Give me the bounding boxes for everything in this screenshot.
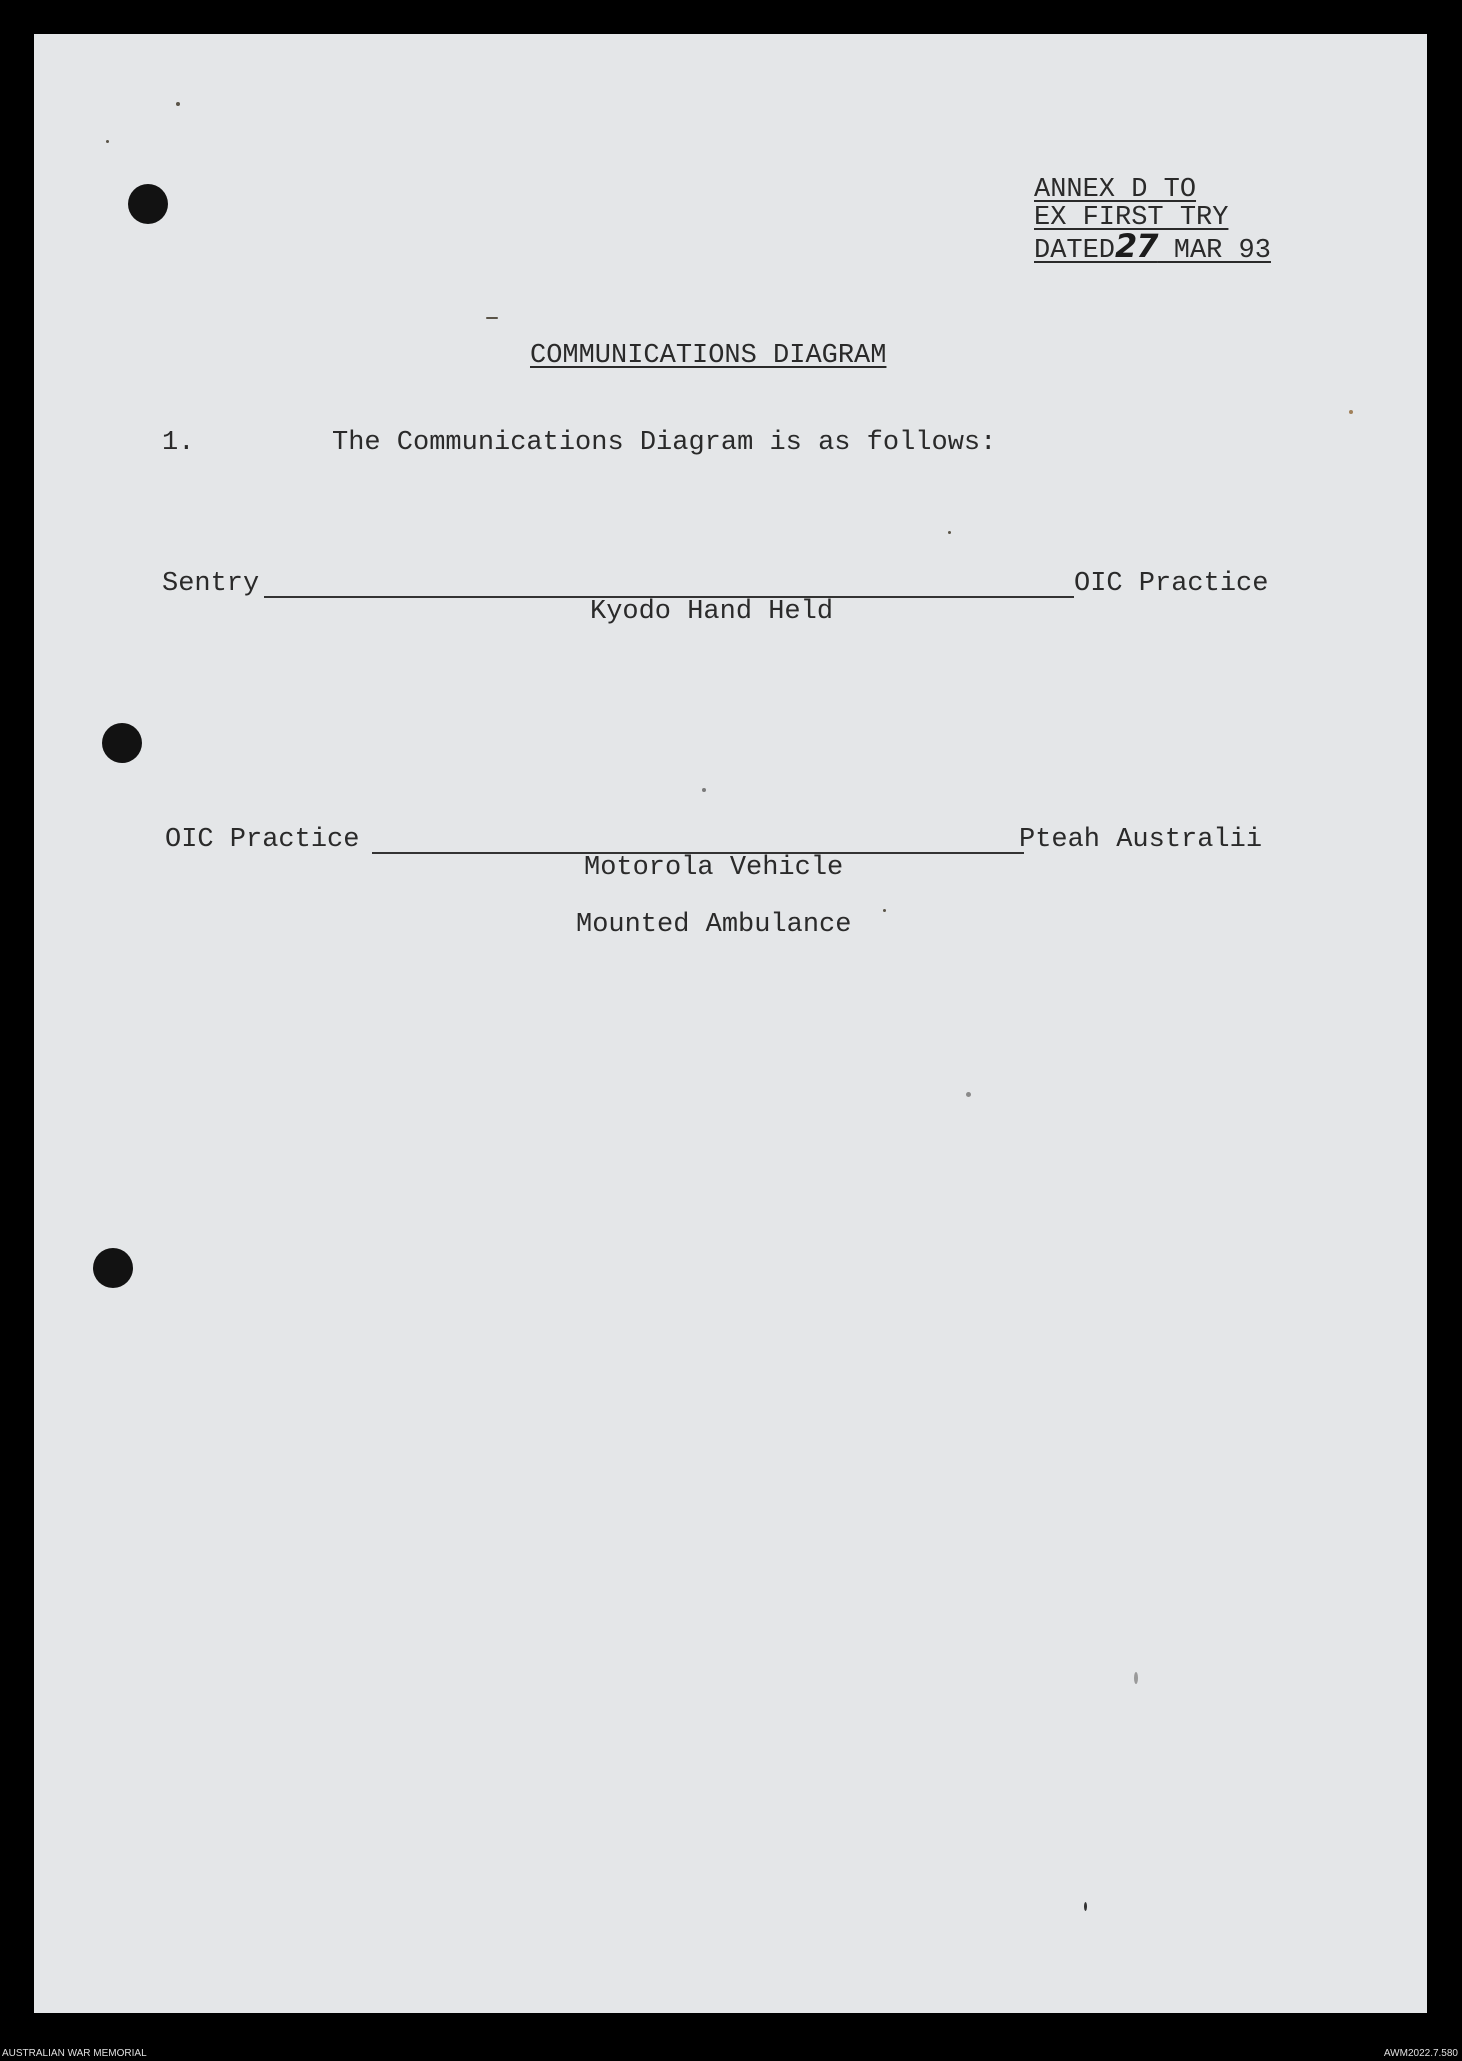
link-1-caption: Kyodo Hand Held [590, 597, 834, 627]
punch-hole [128, 184, 168, 224]
paragraph-number: 1. [162, 428, 195, 458]
page-title: COMMUNICATIONS DIAGRAM [530, 341, 887, 371]
paper-speck [1084, 1902, 1087, 1911]
link-2-caption-line-1: Motorola Vehicle [584, 853, 844, 883]
annex-line-2: EX FIRST TRY [1034, 203, 1229, 233]
paper-speck [486, 317, 498, 319]
link-2-right-node: Pteah Australii [1019, 825, 1263, 855]
paper-speck [1134, 1672, 1138, 1684]
paragraph-text: The Communications Diagram is as follows: [332, 428, 997, 458]
handwritten-day: 27 [1115, 227, 1158, 265]
punch-hole [102, 723, 142, 763]
annex-line-1: ANNEX D TO [1034, 175, 1197, 205]
footer-institution: AUSTRALIAN WAR MEMORIAL [2, 2048, 147, 2059]
link-1-left-node: Sentry [162, 569, 260, 599]
paper-speck [106, 140, 109, 143]
archive-footer [0, 2046, 1462, 2061]
link-2-left-node: OIC Practice [165, 825, 360, 855]
link-1-right-node: OIC Practice [1074, 569, 1269, 599]
document-page [34, 34, 1427, 2013]
paper-speck [1349, 410, 1353, 414]
annex-dated-label: DATED [1034, 236, 1116, 266]
paper-speck [966, 1092, 971, 1097]
annex-line-3 [1034, 227, 1271, 266]
paper-speck [948, 531, 951, 534]
paper-speck [702, 788, 706, 792]
link-2-caption-line-2: Mounted Ambulance [576, 910, 852, 940]
punch-hole [93, 1248, 133, 1288]
paper-speck [176, 102, 180, 106]
annex-date-suffix: MAR 93 [1157, 236, 1271, 266]
footer-reference: AWM2022.7.580 [1383, 2048, 1458, 2059]
paper-speck [883, 909, 886, 912]
